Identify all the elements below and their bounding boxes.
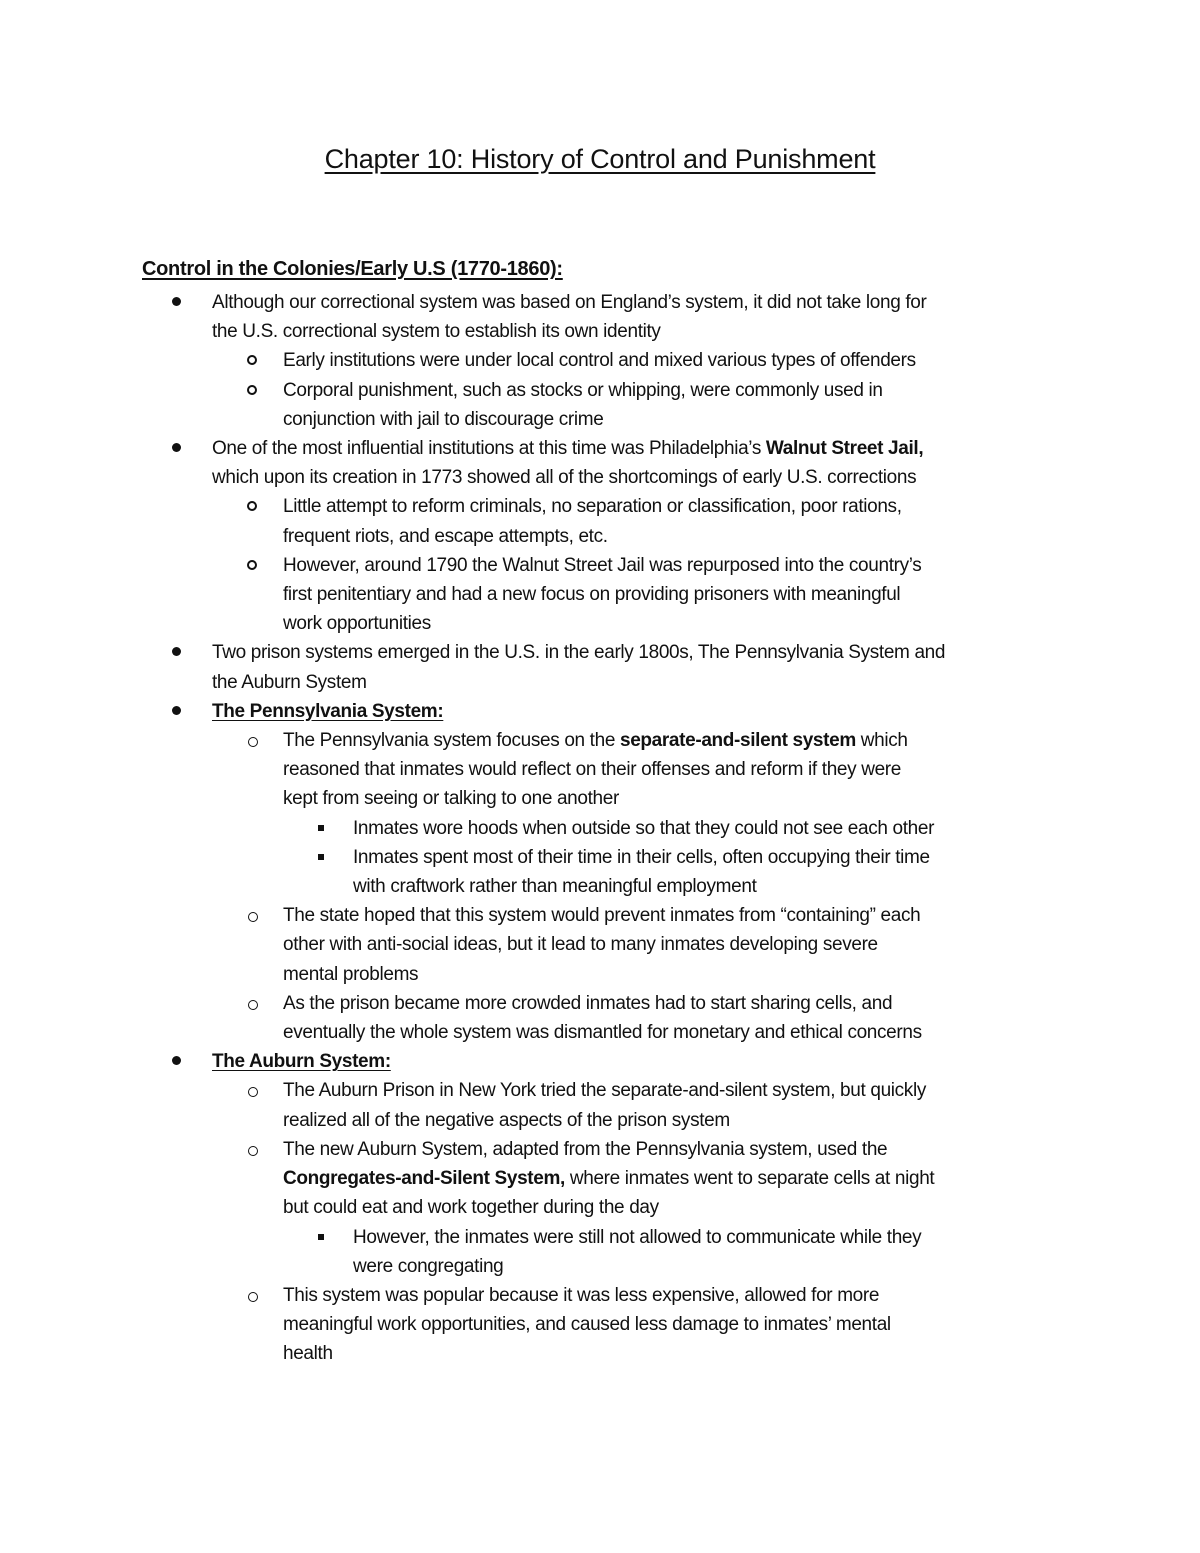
circle-bullet-icon bbox=[248, 912, 258, 922]
circle-bullet-icon bbox=[248, 1292, 258, 1302]
sub-list-item-continuation: work opportunities bbox=[283, 613, 431, 635]
circle-bullet-icon bbox=[248, 1000, 258, 1010]
sub-list-item-continuation: kept from seeing or talking to one another bbox=[283, 788, 619, 810]
sub-list-item-continuation: but could eat and work together during the day bbox=[283, 1197, 659, 1219]
list-item: Two prison systems emerged in the U.S. in the early 1800s, The Pennsylvania System and bbox=[0, 638, 1200, 667]
bullet-list bbox=[0, 288, 1200, 1369]
list-item: Although our correctional system was based on England’s system, it did not take long for bbox=[0, 288, 1200, 317]
sub-list-item-continuation: Congregates-and-Silent System, where inmates went to separate cells at night bbox=[283, 1168, 935, 1190]
sub-sub-list-item: However, the inmates were still not allowed to communicate while they bbox=[0, 1223, 1200, 1252]
sub-list-item-continuation: frequent riots, and escape attempts, etc. bbox=[283, 525, 608, 547]
sub-list-item-continuation: reasoned that inmates would reflect on their offenses and reform if they were bbox=[283, 759, 901, 781]
sub-list-item-continuation: realized all of the negative aspects of the prison system bbox=[283, 1109, 730, 1131]
key-term: Walnut Street Jail, bbox=[765, 438, 924, 460]
sub-list-item: However, around 1790 the Walnut Street Jail was repurposed into the country’s bbox=[0, 551, 1200, 580]
sub-list-item-continuation: health bbox=[283, 1343, 333, 1365]
page-title: Chapter 10: History of Control and Punishment bbox=[324, 144, 876, 174]
sub-list-item-continuation: other with anti-social ideas, but it lead to many inmates developing severe bbox=[283, 934, 878, 956]
circle-bullet-icon bbox=[247, 355, 257, 365]
sub-sub-list-item-continuation: with craftwork rather than meaningful employment bbox=[353, 876, 757, 898]
sub-list-item: Little attempt to reform criminals, no separation or classification, poor rations, bbox=[0, 492, 1200, 521]
bullet-icon bbox=[172, 647, 181, 656]
sub-list-item: Corporal punishment, such as stocks or whipping, were commonly used in bbox=[0, 376, 1200, 405]
list-item: One of the most influential institutions at this time was Philadelphia’s Walnut Street Jail, bbox=[0, 434, 1200, 463]
pennsylvania-system-heading: The Pennsylvania System: bbox=[212, 700, 444, 722]
sub-list-item-continuation: mental problems bbox=[283, 963, 419, 985]
square-bullet-icon bbox=[318, 825, 324, 831]
sub-list-item: The Pennsylvania system focuses on the separate-and-silent system which bbox=[0, 726, 1200, 755]
auburn-system-heading: The Auburn System: bbox=[212, 1051, 391, 1073]
circle-bullet-icon bbox=[247, 385, 257, 395]
sub-sub-list-item: Inmates spent most of their time in their cells, often occupying their time bbox=[0, 843, 1200, 872]
bullet-icon bbox=[172, 443, 181, 452]
sub-list-item-continuation: eventually the whole system was dismantled for monetary and ethical concerns bbox=[283, 1022, 922, 1044]
sub-list-item: The new Auburn System, adapted from the Pennsylvania system, used the bbox=[0, 1135, 1200, 1164]
sub-list-item-continuation: meaningful work opportunities, and caused less damage to inmates’ mental bbox=[283, 1314, 891, 1336]
circle-bullet-icon bbox=[248, 1087, 258, 1097]
circle-bullet-icon bbox=[247, 560, 257, 570]
sub-list-item-continuation: first penitentiary and had a new focus on providing prisoners with meaningful bbox=[283, 584, 901, 606]
sub-list-item: The Auburn Prison in New York tried the separate-and-silent system, but quickly bbox=[0, 1076, 1200, 1105]
square-bullet-icon bbox=[318, 854, 324, 860]
sub-list-item: This system was popular because it was less expensive, allowed for more bbox=[0, 1281, 1200, 1310]
sub-sub-list-item: Inmates wore hoods when outside so that they could not see each other bbox=[0, 814, 1200, 843]
key-term: Congregates-and-Silent System, bbox=[283, 1168, 565, 1190]
bullet-icon bbox=[172, 706, 181, 715]
sub-list-item: The state hoped that this system would prevent inmates from “containing” each bbox=[0, 901, 1200, 930]
circle-bullet-icon bbox=[248, 1146, 258, 1156]
list-item bbox=[0, 697, 1200, 726]
sub-list-item: Early institutions were under local control and mixed various types of offenders bbox=[0, 346, 1200, 375]
sub-list-item-continuation: conjunction with jail to discourage crime bbox=[283, 408, 604, 430]
bullet-icon bbox=[172, 1056, 181, 1065]
bullet-icon bbox=[172, 297, 181, 306]
sub-sub-list-item-continuation: were congregating bbox=[353, 1255, 504, 1277]
square-bullet-icon bbox=[318, 1234, 324, 1240]
list-item-continuation: the U.S. correctional system to establish its own identity bbox=[212, 321, 661, 343]
list-item bbox=[0, 1047, 1200, 1076]
sub-list-item: As the prison became more crowded inmates had to start sharing cells, and bbox=[0, 989, 1200, 1018]
list-item-continuation: which upon its creation in 1773 showed all of the shortcomings of early U.S. corrections bbox=[212, 467, 917, 489]
circle-bullet-icon bbox=[248, 737, 258, 747]
section-heading: Control in the Colonies/Early U.S (1770-1860): bbox=[142, 258, 563, 280]
key-term: separate-and-silent system bbox=[619, 730, 856, 752]
list-item-continuation: the Auburn System bbox=[212, 671, 367, 693]
circle-bullet-icon bbox=[247, 501, 257, 511]
